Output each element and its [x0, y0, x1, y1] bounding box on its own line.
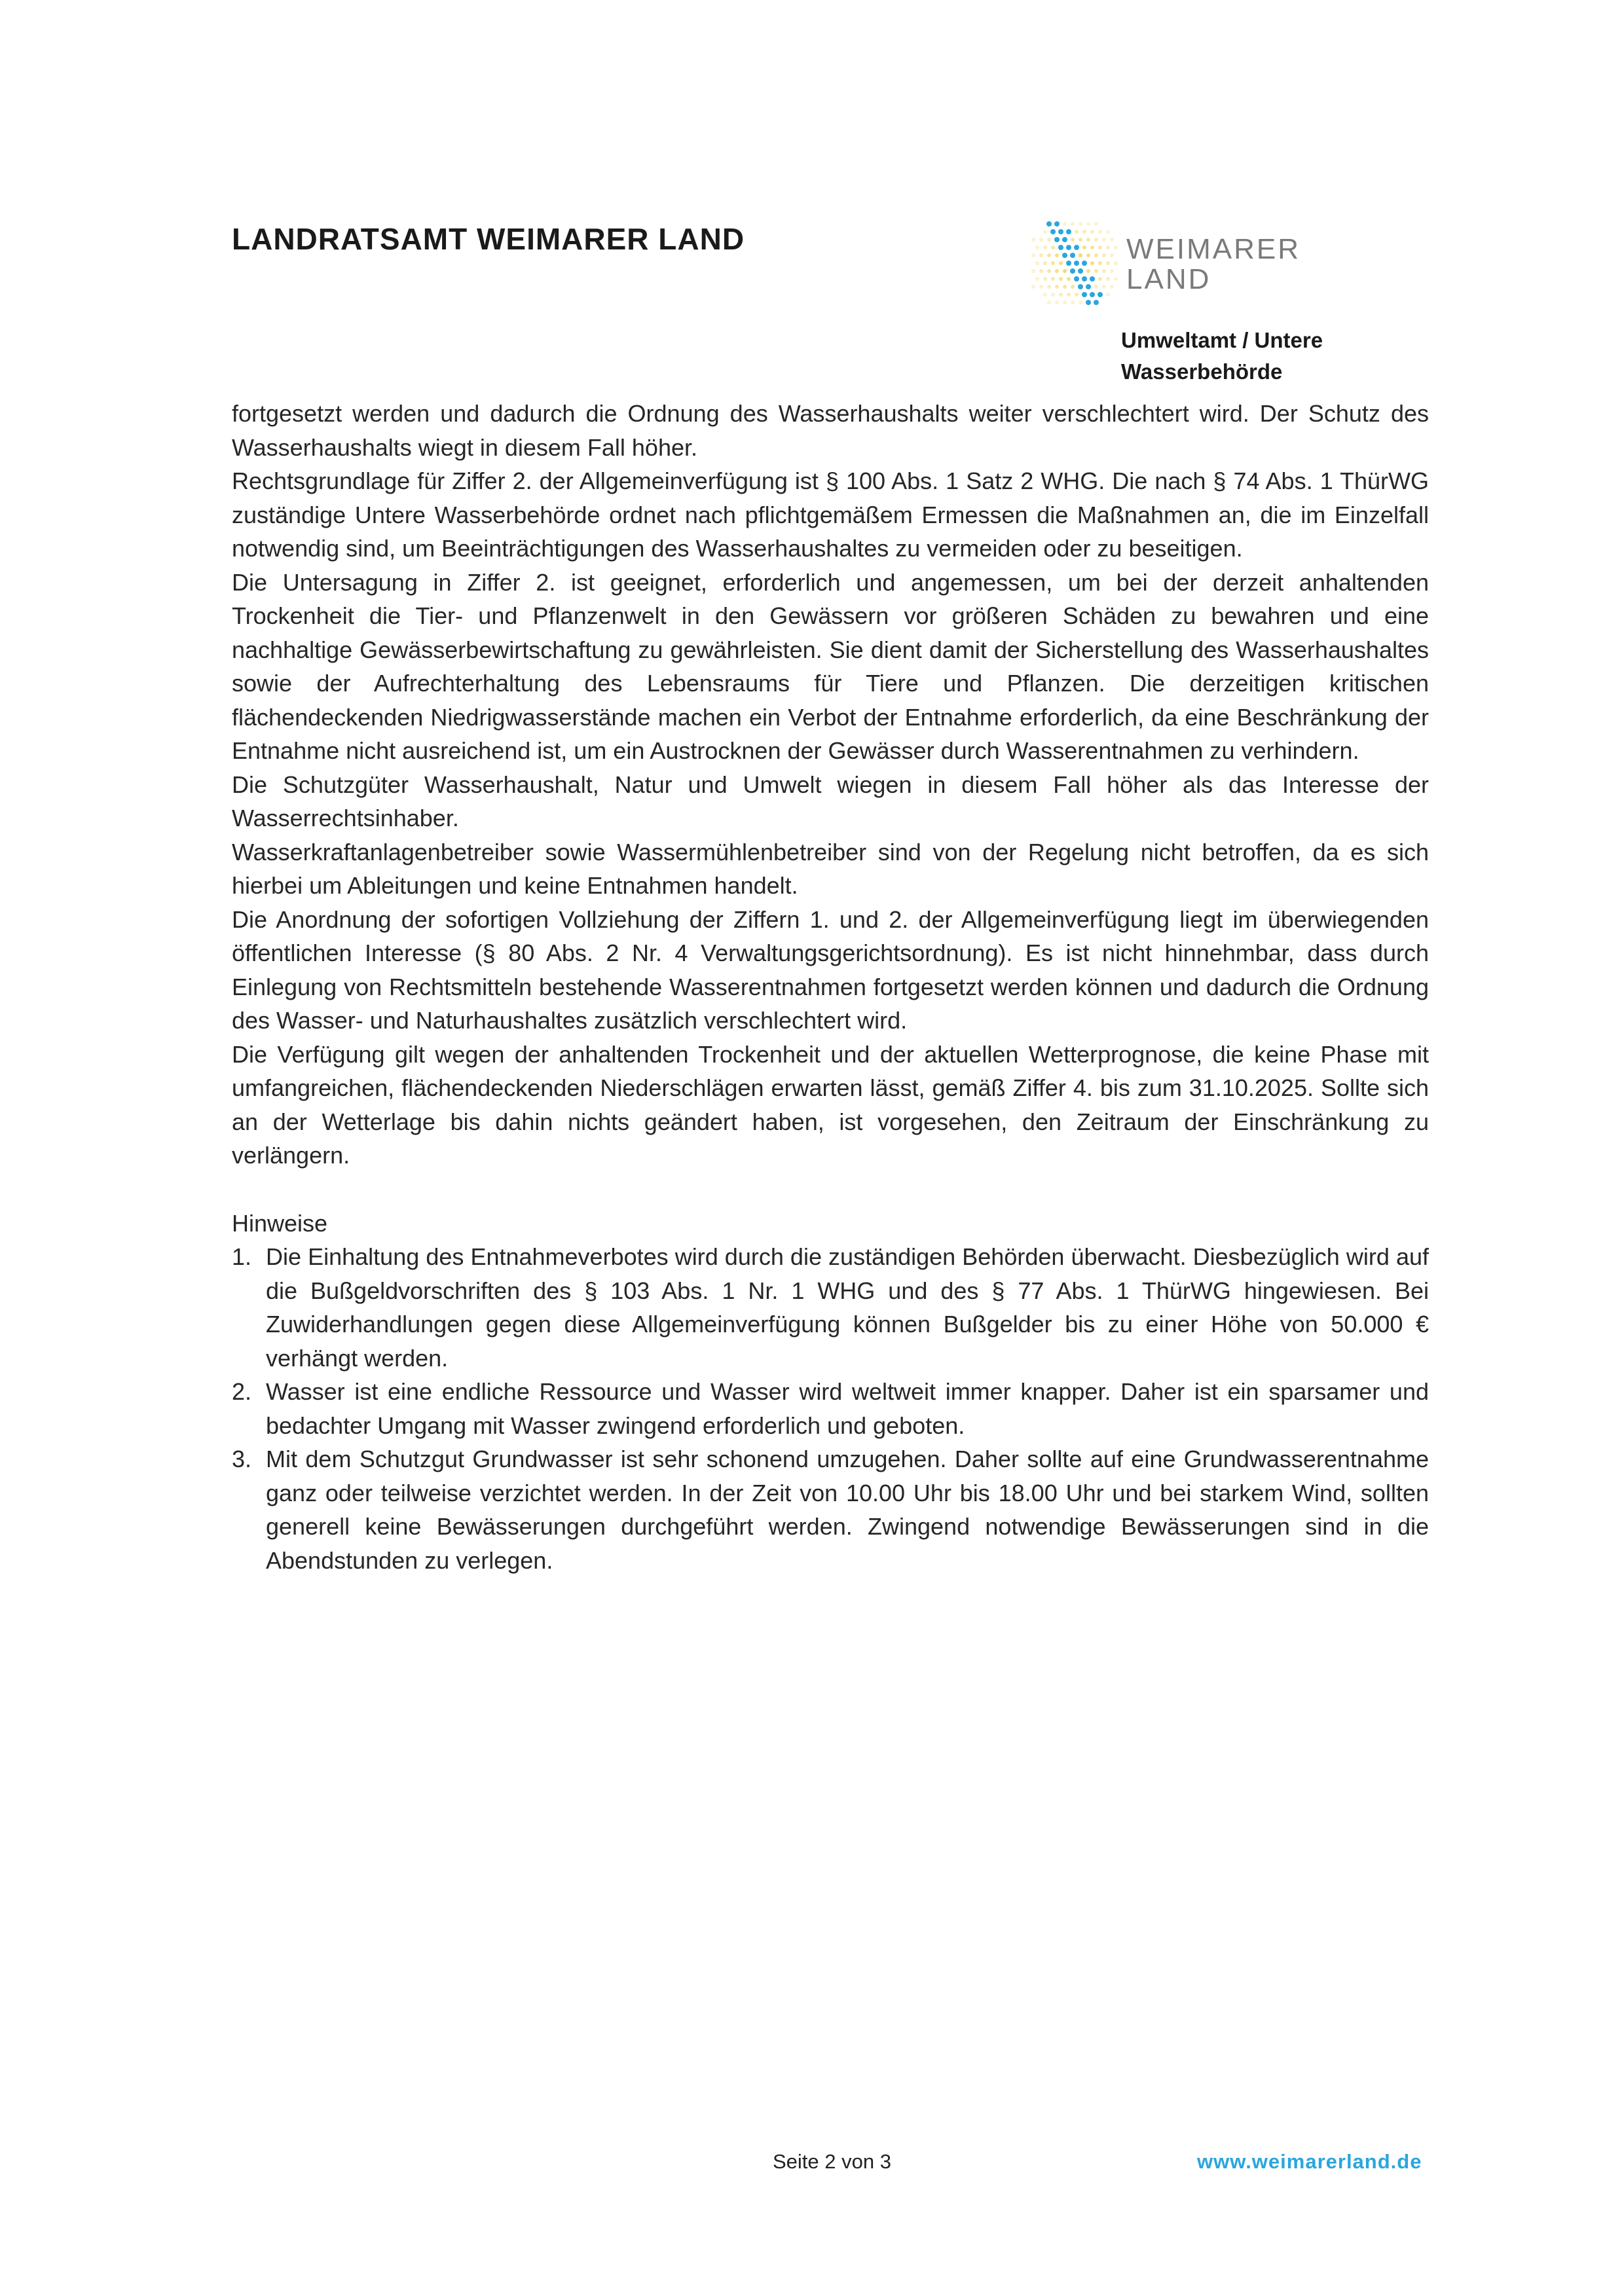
logo-dot	[1063, 222, 1067, 226]
logo-dot	[1051, 293, 1055, 297]
logo-dot	[1106, 293, 1110, 297]
logo-dot	[1102, 269, 1106, 273]
department-line-1: Umweltamt / Untere	[1121, 328, 1323, 352]
logo-dot	[1066, 229, 1071, 234]
logo-dot	[1055, 269, 1059, 273]
logo-dot	[1039, 253, 1043, 257]
department-line-2: Wasserbehörde	[1121, 359, 1283, 384]
logo-dot	[1031, 269, 1035, 273]
logo-dot	[1055, 285, 1059, 289]
logo-dot	[1051, 246, 1055, 249]
logo-dot	[1110, 285, 1114, 289]
logo-dot	[1098, 277, 1102, 281]
logo-dot	[1078, 268, 1083, 274]
paragraph: Die Untersagung in Ziffer 2. ist geeignet, erforderlich und angemessen, um bei der derzeit anhaltenden Trockenheit die Tier- und Pflanzenwelt in den Gewässern vor größeren Schäden zu bewahren und eine nachhaltige Gewässerbewirtschaftung zu gewährleisten. Sie dient damit der Sicherstellung des Wasserhaushaltes sowie der Aufrechterhaltung des Lebensraums für Tiere und Pflanzen. Die derzeitigen kritischen flächendeckenden Niedrigwasserstände machen ein Verbot der Entnahme erforderlich, da eine Beschränkung der Entnahme nicht ausreichend ist, um ein Austrocknen der Gewässer durch Wasserentnahmen zu verhindern.	[232, 568, 1429, 764]
logo-dot	[1094, 285, 1098, 289]
organization-title: LANDRATSAMT WEIMARER LAND	[232, 222, 745, 256]
logo-dot	[1074, 261, 1079, 266]
logo-dot	[1039, 269, 1043, 273]
logo-dot	[1090, 261, 1094, 265]
paragraph: Wasserkraftanlagenbetreiber sowie Wassermühlenbetreiber sind von der Regelung nicht betroffen, da es sich hierbei um Ableitungen und keine Entnahmen handelt.	[232, 838, 1429, 899]
logo-dot	[1043, 246, 1047, 249]
logo-dot	[1066, 261, 1071, 266]
logo-dot	[1090, 246, 1094, 249]
logo-wordmark	[1126, 234, 1301, 295]
logo-dot	[1043, 230, 1047, 234]
logo-dot	[1043, 277, 1047, 281]
logo-dot	[1082, 276, 1087, 282]
logo-dot	[1114, 246, 1118, 249]
logo-dot	[1086, 269, 1090, 273]
logo-dot	[1094, 238, 1098, 242]
logo-dot	[1039, 285, 1043, 289]
logo-dot	[1071, 285, 1075, 289]
list-item-number: 3.	[232, 1446, 252, 1472]
logo-dot	[1047, 238, 1051, 242]
hinweise-heading: Hinweise	[232, 1209, 328, 1237]
logo-dot	[1110, 269, 1114, 273]
logo-dot	[1043, 261, 1047, 265]
list-item	[232, 1375, 1429, 1442]
logo-dot	[1086, 238, 1090, 242]
list-item	[232, 1240, 1429, 1375]
logo-dot	[1086, 300, 1091, 305]
logo-dot	[1102, 285, 1106, 289]
logo-dot	[1046, 221, 1052, 227]
logo-dot	[1055, 301, 1059, 304]
logo-dot	[1079, 301, 1082, 304]
logo-dot	[1043, 293, 1047, 297]
logo-dot	[1079, 238, 1082, 242]
logo-dot	[1074, 276, 1079, 282]
logo-dot	[1098, 292, 1103, 297]
logo-dot	[1047, 301, 1051, 304]
logo-dot	[1062, 253, 1067, 258]
logo-dot	[1114, 277, 1118, 281]
logo-dot	[1075, 230, 1079, 234]
logo-dot	[1110, 238, 1114, 242]
logo-dot	[1110, 253, 1114, 257]
list-item-text: Mit dem Schutzgut Grundwasser ist sehr schonend umzugehen. Daher sollte auf eine Grundwasserentnahme ganz oder teilweise verzichtet werden. In der Zeit von 10.00 Uhr bis 18.00 Uhr und bei starkem Wind, sollten generell keine Bewässerungen durchgeführt werden. Zwingend notwendige Bewässerungen sind in die Abendstunden zu verlegen.	[266, 1446, 1429, 1574]
logo-dot	[1094, 222, 1098, 226]
logo-dot	[1031, 238, 1035, 242]
list-item-text: Die Einhaltung des Entnahmeverbotes wird durch die zuständigen Behörden überwacht. Diesbezüglich wird auf die Bußgeldvorschriften des § 103 Abs. 1 Nr. 1 WHG und des § 77 Abs. 1 ThürWG hingewiesen. Bei Zuwiderhandlungen gegen diese Allgemeinverfügung können Bußgelder bis zu einer Höhe von 50.000 € verhängt werden.	[266, 1243, 1429, 1372]
logo-dot	[1047, 285, 1051, 289]
logo-dot	[1079, 222, 1082, 226]
logo-dot	[1102, 253, 1106, 257]
logo-dot	[1071, 301, 1075, 304]
logo-dot	[1075, 293, 1079, 297]
logo-line-1: WEIMARER	[1126, 233, 1301, 265]
logo-dot	[1078, 284, 1083, 289]
logo-dot	[1039, 238, 1043, 242]
logo-dot	[1063, 269, 1067, 273]
logo-dot	[1079, 253, 1082, 257]
logo-dot	[1086, 253, 1090, 257]
logo-dot	[1070, 253, 1075, 258]
logo-dot	[1067, 293, 1071, 297]
paragraph: Die Verfügung gilt wegen der anhaltenden Trockenheit und der aktuellen Wetterprognose, die keine Phase mit umfangreichen, flächendeckenden Niederschlägen erwarten lässt, gemäß Ziffer 4. bis zum 31.10.2025. Sollte sich an der Wetterlage bis dahin nichts geändert haben, ist vorgesehen, den Zeitraum der Einschränkung zu verlängern.	[232, 1040, 1429, 1169]
logo-dot	[1062, 237, 1067, 242]
logo-dot	[1082, 230, 1086, 234]
logo-dot	[1071, 222, 1075, 226]
department-label	[1121, 325, 1323, 388]
logo-dot	[1054, 237, 1060, 242]
logo-dot	[1051, 261, 1055, 265]
logo-dot	[1051, 277, 1055, 281]
logo-dot	[1063, 301, 1067, 304]
logo-dot	[1031, 253, 1035, 257]
logo-dot	[1094, 253, 1098, 257]
logo-dot	[1047, 269, 1051, 273]
weimarer-land-logo	[1022, 216, 1323, 314]
logo-dot	[1066, 245, 1071, 250]
logo-dot	[1050, 229, 1056, 234]
logo-dot	[1058, 245, 1063, 250]
logo-dot	[1055, 253, 1059, 257]
logo-dot	[1082, 261, 1087, 266]
logo-dot	[1047, 253, 1051, 257]
document-body	[232, 397, 1429, 1577]
list-item	[232, 1442, 1429, 1577]
logo-dot	[1090, 292, 1095, 297]
logo-dot	[1063, 285, 1067, 289]
logo-dot	[1035, 261, 1039, 265]
logo-dot	[1082, 292, 1087, 297]
logo-dot	[1059, 261, 1063, 265]
page-number: Seite 2 von 3	[773, 2150, 891, 2173]
logo-dot	[1102, 238, 1106, 242]
paragraph: fortgesetzt werden und dadurch die Ordnung des Wasserhaushalts weiter verschlechtert wird. Der Schutz des Wasserhaushalts wiegt in diesem Fall höher.	[232, 400, 1429, 461]
logo-dot	[1058, 229, 1063, 234]
logo-dot	[1114, 261, 1118, 265]
paragraph: Rechtsgrundlage für Ziffer 2. der Allgemeinverfügung ist § 100 Abs. 1 Satz 2 WHG. Die nach § 74 Abs. 1 ThürWG zuständige Untere Wasserbehörde ordnet nach pflichtgemäßem Ermessen die Maßnahmen an, die im Einzelfall notwendig sind, um Beeinträchtigungen des Wasserhaushaltes zu vermeiden oder zu beseitigen.	[232, 467, 1429, 562]
logo-dot	[1086, 222, 1090, 226]
hinweise-list	[232, 1240, 1429, 1577]
paragraph: Die Schutzgüter Wasserhaushalt, Natur und Umwelt wiegen in diesem Fall höher als das Interesse der Wasserrechtsinhaber.	[232, 771, 1429, 831]
logo-dot	[1106, 261, 1110, 265]
logo-dot	[1059, 277, 1063, 281]
logo-dot	[1106, 277, 1110, 281]
logo-dot	[1031, 285, 1035, 289]
logo-dot	[1074, 245, 1079, 250]
logo-line-2: LAND	[1126, 263, 1211, 295]
logo-dot	[1106, 246, 1110, 249]
logo-dot-pattern-icon	[1022, 216, 1126, 314]
paragraph: Die Anordnung der sofortigen Vollziehung der Ziffern 1. und 2. der Allgemeinverfügung liegt im überwiegenden öffentlichen Interesse (§ 80 Abs. 2 Nr. 4 Verwaltungsgerichtsordnung). Es ist nicht hinnehmbar, dass durch Einlegung von Rechtsmitteln bestehende Wasserentnahmen fortgesetzt werden können und dadurch die Ordnung des Wasser- und Naturhaushaltes zusätzlich verschlechtert wird.	[232, 905, 1429, 1034]
logo-dot	[1059, 293, 1063, 297]
logo-dot	[1098, 246, 1102, 249]
list-item-text: Wasser ist eine endliche Ressource und Wasser wird weltweit immer knapper. Daher ist ein sparsamer und bedachter Umgang mit Wasser zwingend erforderlich und geboten.	[266, 1378, 1429, 1439]
logo-dot	[1071, 238, 1075, 242]
logo-dot	[1067, 277, 1071, 281]
logo-dot	[1035, 277, 1039, 281]
logo-dot	[1054, 221, 1060, 227]
logo-dot	[1090, 276, 1095, 282]
list-item-number: 1.	[232, 1243, 252, 1270]
logo-dot	[1094, 300, 1099, 305]
list-item-number: 2.	[232, 1378, 252, 1405]
logo-dot	[1106, 230, 1110, 234]
logo-dot	[1035, 246, 1039, 249]
logo-dot	[1082, 246, 1086, 249]
logo-dot	[1098, 230, 1102, 234]
website-link[interactable]: www.weimarerland.de	[1197, 2150, 1422, 2173]
logo-dot	[1094, 269, 1098, 273]
logo-dot	[1090, 230, 1094, 234]
logo-dot	[1070, 268, 1075, 274]
logo-dot	[1086, 284, 1091, 289]
logo-dot	[1098, 261, 1102, 265]
